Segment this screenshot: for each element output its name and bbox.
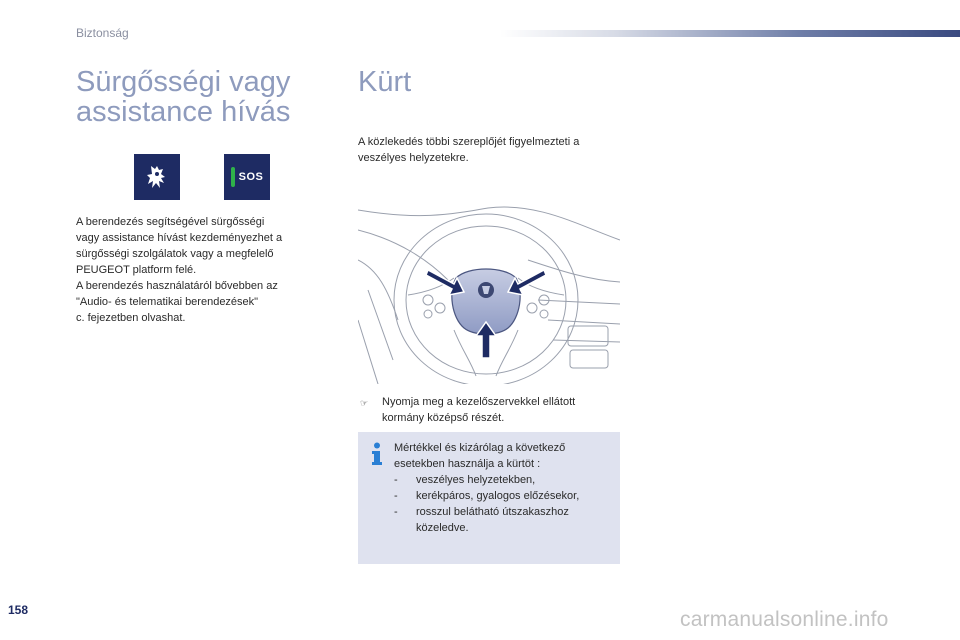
pointing-hand-icon: ☞ (360, 398, 369, 408)
intro-line: A közlekedés többi szereplőjét figyelmezteti a (358, 136, 580, 148)
paragraph-line: c. fejezetben olvashat. (76, 312, 186, 324)
list-item-text: rosszul belátható útszakaszhoz (416, 506, 569, 518)
instruction-text (382, 394, 618, 426)
sos-icon (231, 167, 264, 187)
emergency-call-description (76, 214, 316, 326)
intro-line: veszélyes helyzetekre. (358, 152, 469, 164)
paragraph-line: A berendezés használatáról bővebben az (76, 280, 278, 292)
horn-instruction (358, 394, 618, 426)
sos-green-bar (231, 167, 235, 187)
peugeot-lion-button-icon (134, 154, 180, 200)
title-line: assistance hívás (76, 96, 291, 128)
steering-wheel-illustration (358, 200, 620, 384)
horn-use-list (394, 472, 614, 536)
list-item-text: kerékpáros, gyalogos előzésekor, (416, 490, 580, 502)
paragraph-line: A berendezés segítségével sürgősségi (76, 216, 265, 228)
section-label: Biztonság (76, 26, 129, 40)
header-gradient-bar (500, 30, 960, 37)
list-item (394, 488, 614, 504)
instruction-line: Nyomja meg a kezelőszervekkel ellátott (382, 396, 576, 408)
horn-title: Kürt (358, 66, 412, 98)
sos-label: SOS (238, 171, 264, 183)
sos-button-icon (224, 154, 270, 200)
info-line: esetekben használja a kürtöt : (394, 458, 541, 470)
list-dash: - (394, 474, 398, 486)
emergency-call-title (76, 67, 336, 127)
info-content (394, 440, 614, 536)
watermark: carmanualsonline.info (680, 608, 889, 631)
info-box (358, 432, 620, 564)
info-line: Mértékkel és kizárólag a következő (394, 442, 566, 454)
horn-intro (358, 134, 618, 166)
list-item-text: közeledve. (416, 522, 469, 534)
list-dash: - (394, 490, 398, 502)
page-number: 158 (8, 603, 29, 617)
list-dash: - (394, 506, 398, 518)
paragraph-line: PEUGEOT platform felé. (76, 264, 197, 276)
list-item (394, 472, 614, 488)
title-line: Sürgősségi vagy (76, 66, 291, 98)
list-item (394, 504, 614, 536)
paragraph-line: "Audio- és telematikai berendezések" (76, 296, 259, 308)
instruction-line: kormány középső részét. (382, 412, 505, 424)
paragraph-line: sürgősségi szolgálatok vagy a megfelelő (76, 248, 274, 260)
list-item-text: veszélyes helyzetekben, (416, 474, 536, 486)
steering-wheel-icon (358, 200, 620, 384)
peugeot-lion-icon (142, 162, 172, 192)
paragraph-line: vagy assistance hívást kezdeményezhet a (76, 232, 283, 244)
info-icon (370, 442, 384, 466)
